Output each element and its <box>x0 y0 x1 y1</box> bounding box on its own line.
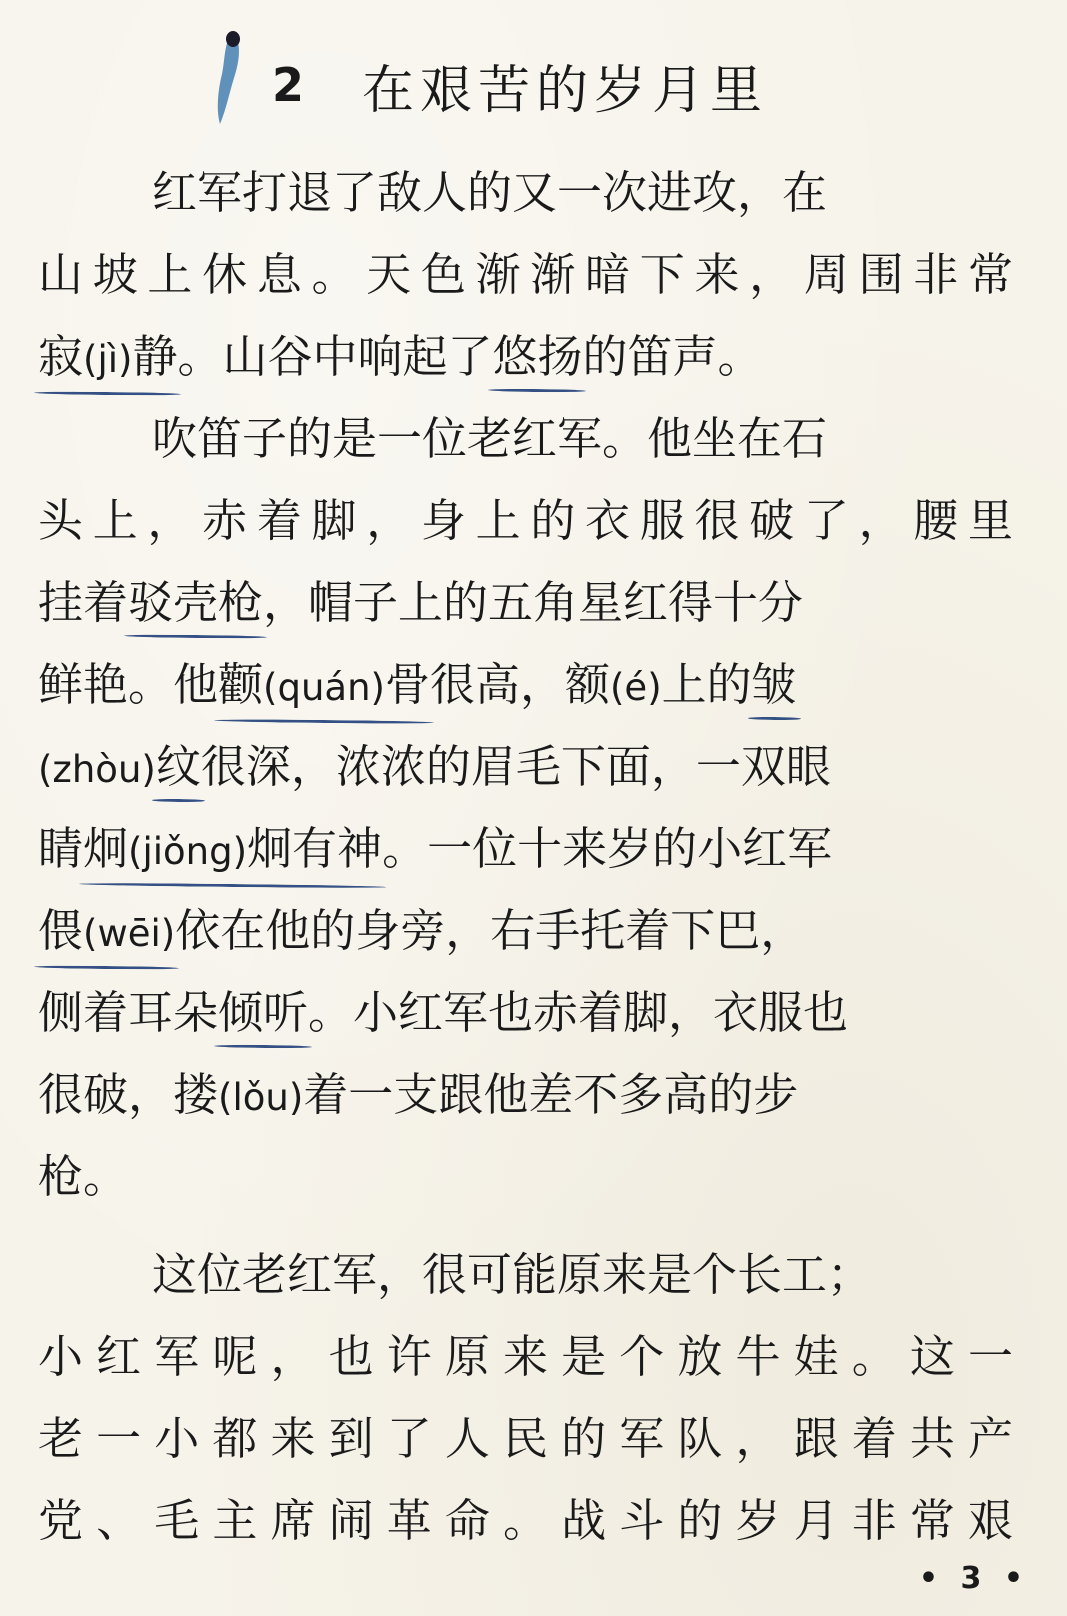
underlined-word: 颧(quán)骨 <box>218 644 430 729</box>
underlined-word: 皱 <box>752 644 797 726</box>
underlined-word: 悠扬 <box>492 316 582 398</box>
text-line: 这位老红军，很可能原来是个长工； <box>152 1248 873 1301</box>
pinyin-annotation: (jiǒng) <box>128 830 248 873</box>
lesson-title: 在艰苦的岁月里 <box>362 60 769 121</box>
pinyin-annotation: (quán) <box>263 666 385 709</box>
lesson-number: 2 <box>272 58 305 112</box>
underlined-word: 寂(jì)静 <box>38 316 177 401</box>
lesson-heading <box>272 40 768 130</box>
lesson-body-text <box>38 152 1013 1562</box>
pinyin-annotation: (é) <box>610 666 662 709</box>
text-line: 偎(wēi)依在他的身旁，右手托着下巴， <box>38 890 1013 972</box>
text-line: 枪。 <box>38 1150 129 1203</box>
ink-blot-mark <box>212 30 246 126</box>
text-line: 鲜艳。他颧(quán)骨很高，额(é)上的皱 <box>38 644 1013 726</box>
text-line: 挂着驳壳枪，帽子上的五角星红得十分 <box>38 562 1013 644</box>
text-line: (zhòu)纹很深，浓浓的眉毛下面，一双眼 <box>38 726 1013 808</box>
text-line: 老一小都来到了人民的军队，跟着共产 <box>38 1412 1013 1465</box>
text-line: 睛炯(jiǒng)炯有神。一位十来岁的小红军 <box>38 808 1013 890</box>
text-line: 头上，赤着脚，身上的衣服很破了，腰里 <box>38 494 1013 547</box>
text-line: 侧着耳朵倾听。小红军也赤着脚，衣服也 <box>38 972 1013 1054</box>
pinyin-annotation: (lǒu) <box>218 1076 304 1119</box>
text-line: 很破，搂(lǒu)着一支跟他差不多高的步 <box>38 1068 799 1121</box>
pinyin-annotation: (jì) <box>83 338 133 381</box>
pinyin-annotation: (zhòu) <box>38 748 156 791</box>
page-number: • 3 • <box>918 1561 1029 1596</box>
text-line: 小红军呢，也许原来是个放牛娃。这一 <box>38 1330 1013 1383</box>
text-line: 党、毛主席闹革命。战斗的岁月非常艰 <box>38 1494 1013 1547</box>
text-line: 寂(jì)静。山谷中响起了悠扬的笛声。 <box>38 316 1013 398</box>
text-line: 吹笛子的是一位老红军。他坐在石 <box>152 412 828 465</box>
text-line: 山坡上休息。天色渐渐暗下来，周围非常 <box>38 248 1013 301</box>
underlined-word: 驳壳枪 <box>128 562 263 644</box>
underlined-word: 炯(jiǒng)炯有神 <box>83 808 382 893</box>
pinyin-annotation: (wēi) <box>83 912 176 955</box>
underlined-word: 倾听 <box>218 972 308 1054</box>
underlined-word: 偎(wēi) <box>38 890 175 975</box>
underlined-word: 纹 <box>156 726 201 808</box>
text-line: 红军打退了敌人的又一次进攻，在 <box>152 166 828 219</box>
